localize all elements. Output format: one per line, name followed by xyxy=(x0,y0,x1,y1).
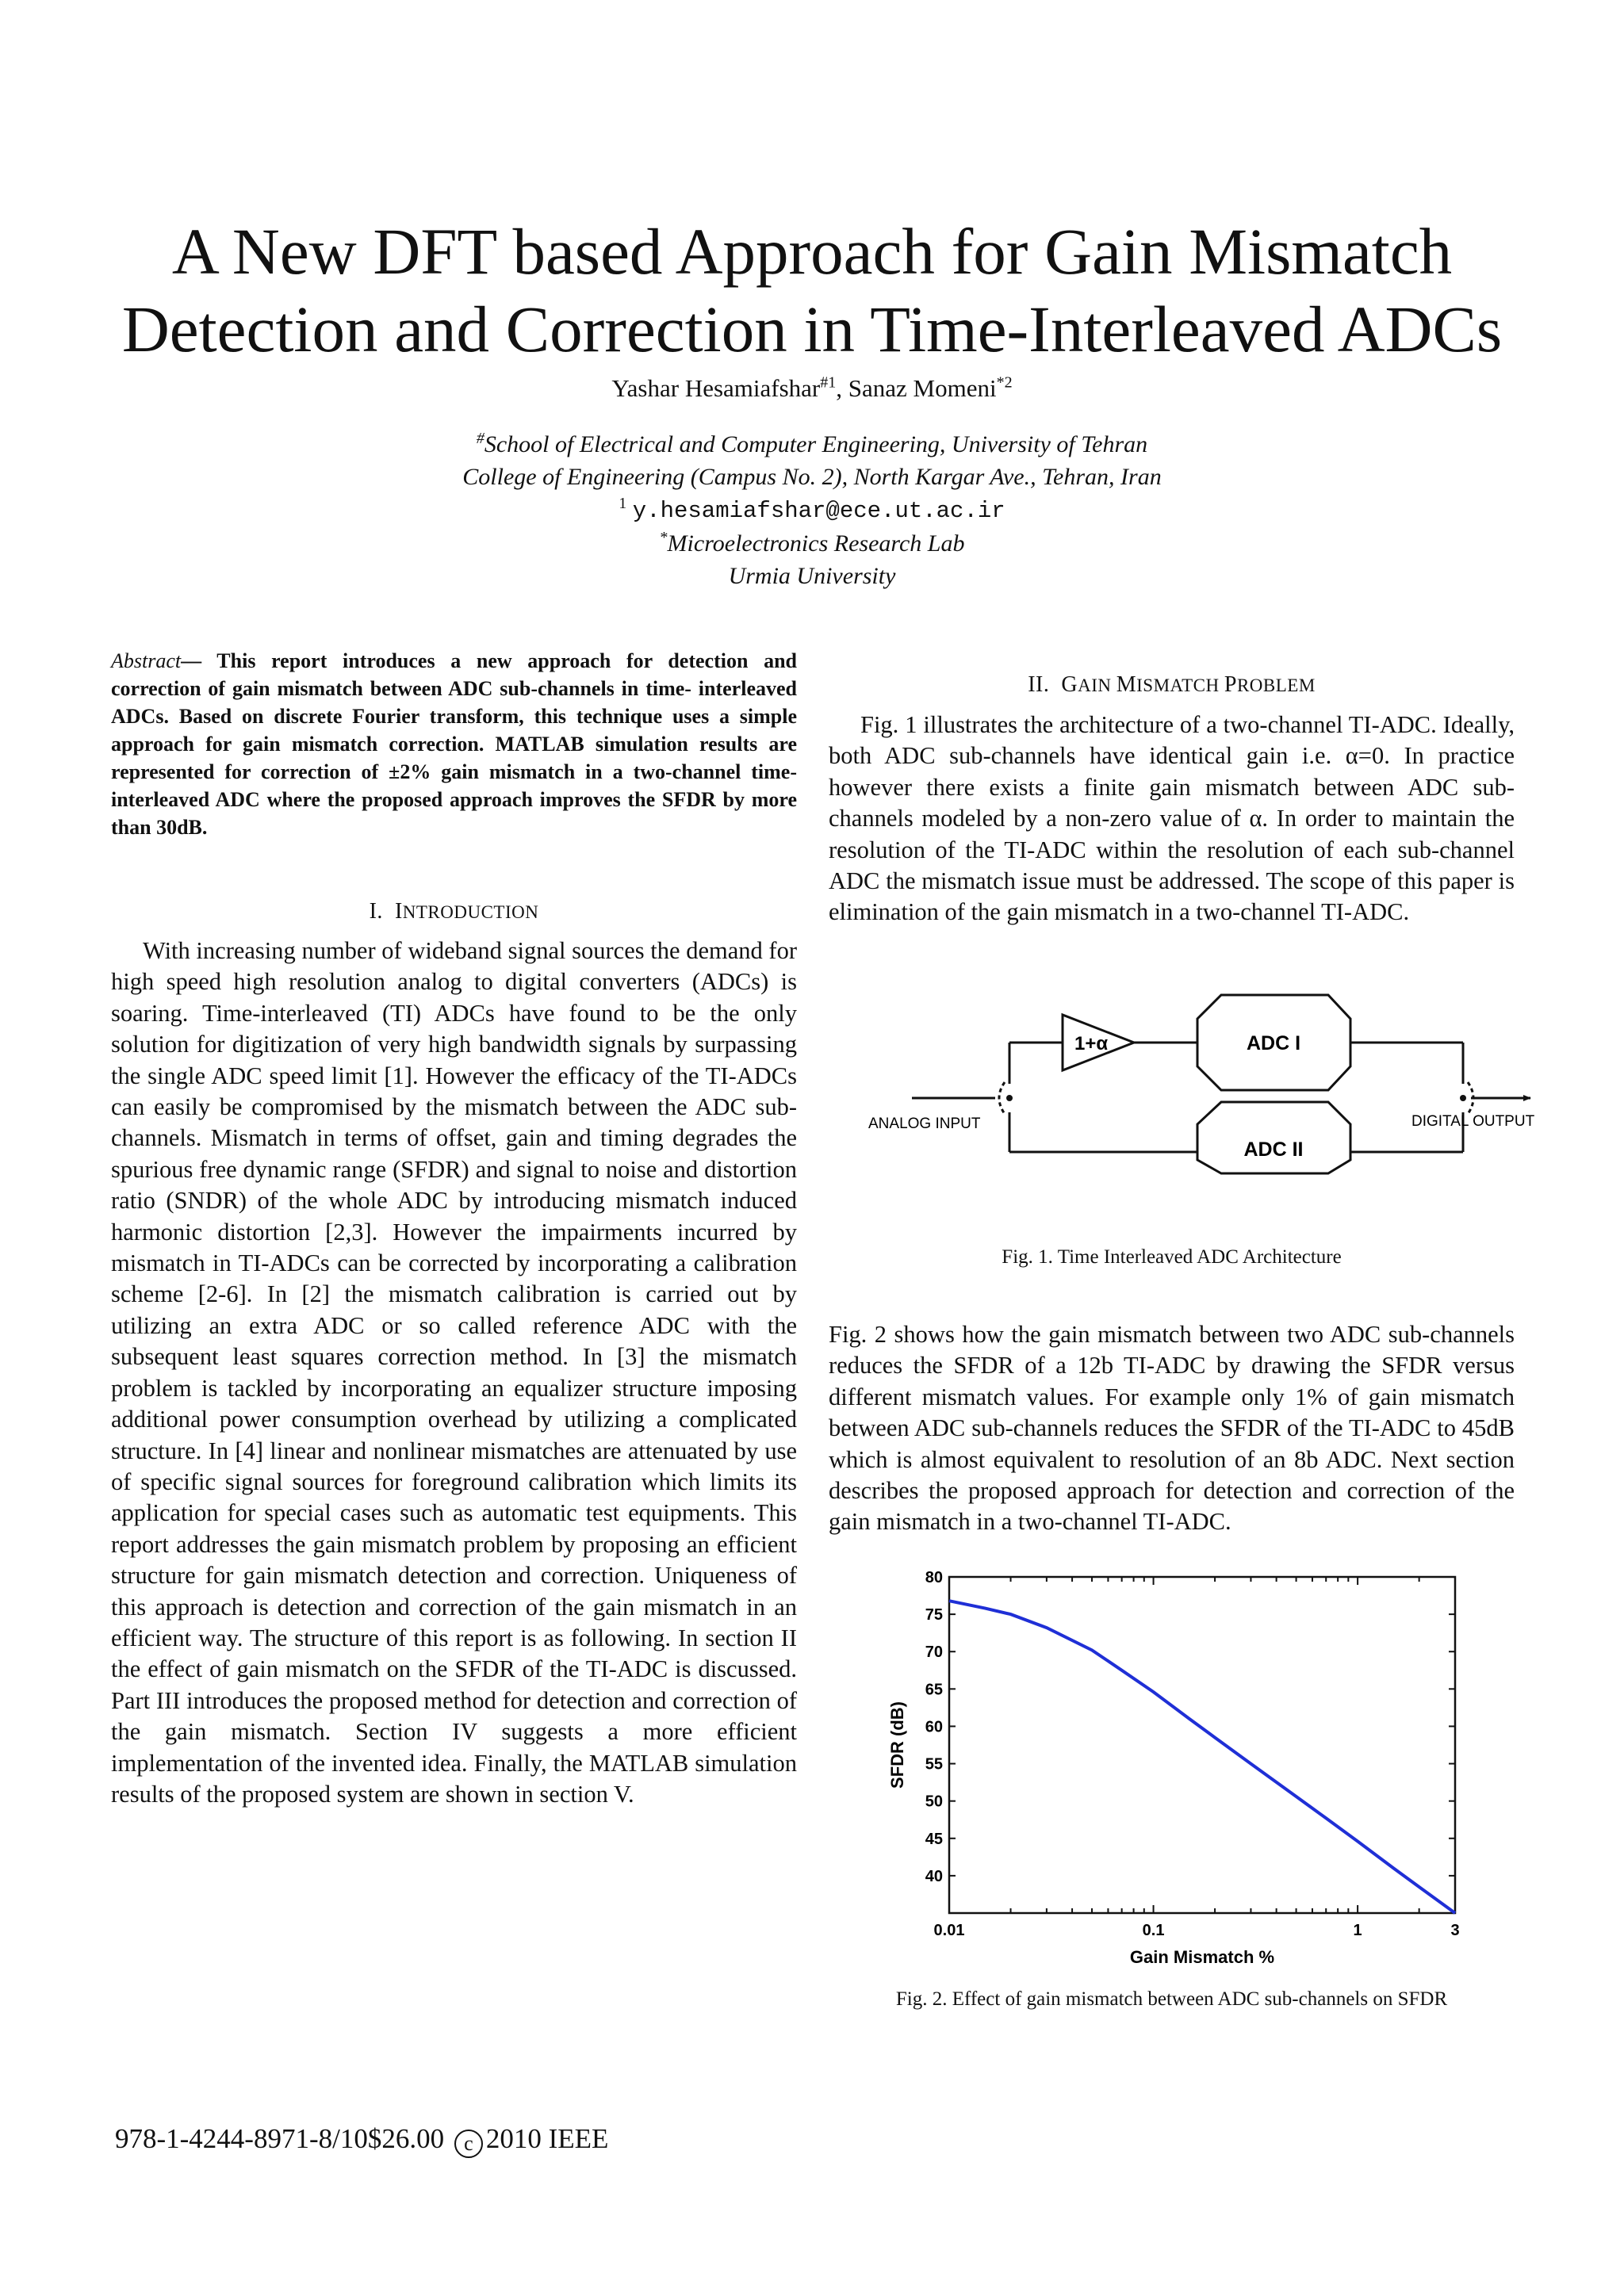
x-tick-label: 1 xyxy=(1353,1922,1362,1939)
x-tick-label: 0.01 xyxy=(933,1922,965,1939)
adc2-block xyxy=(1197,1102,1350,1173)
affil-1-line-2: College of Engineering (Campus No. 2), North Kargar Ave., Tehran, Iran xyxy=(462,464,1162,490)
gain-label: 1+α xyxy=(1074,1033,1109,1054)
author-1-mark: #1 xyxy=(820,373,837,392)
section-1-heading xyxy=(111,899,797,924)
output-switch-pivot xyxy=(1460,1095,1466,1101)
affil-1-line-1: School of Electrical and Computer Engineering, University of Tehran xyxy=(484,431,1148,457)
affil-2-mark: * xyxy=(659,529,668,546)
adc1-label: ADC I xyxy=(1246,1032,1301,1054)
y-tick-label: 75 xyxy=(925,1606,943,1624)
output-label: DIGITAL OUTPUT xyxy=(1411,1113,1535,1130)
y-tick-label: 40 xyxy=(925,1867,943,1885)
author-1: Yashar Hesamiafshar xyxy=(611,374,821,402)
y-tick-label: 45 xyxy=(925,1830,943,1848)
section-2-number: II. xyxy=(1028,672,1062,697)
section-1-initial: I xyxy=(394,899,403,924)
x-tick-label: 0.1 xyxy=(1142,1922,1165,1939)
affiliations xyxy=(0,428,1624,592)
title-line-2: Detection and Correction in Time-Interleaved ADCs xyxy=(121,293,1503,365)
section-2-initial-2: M xyxy=(1116,672,1137,697)
input-label: ANALOG INPUT xyxy=(868,1115,981,1132)
sfdr-series-line xyxy=(949,1601,1455,1913)
plot-frame xyxy=(949,1577,1455,1913)
paper-title xyxy=(0,212,1624,368)
section-2-word-2: ISMATCH xyxy=(1136,675,1224,695)
author-email[interactable]: y.hesamiafshar@ece.ut.ac.ir xyxy=(632,498,1005,524)
fig1-architecture-diagram xyxy=(860,987,1550,1177)
fig2-sfdr-chart xyxy=(884,1566,1503,1978)
footer-year: 2010 IEEE xyxy=(485,2123,609,2154)
author-2: Sanaz Momeni xyxy=(848,374,997,402)
fig2-caption: Fig. 2. Effect of gain mismatch between ADC sub-channels on SFDR xyxy=(895,1988,1448,2010)
section-2-initial-1: G xyxy=(1061,672,1078,697)
adc2-label: ADC II xyxy=(1243,1138,1304,1161)
section-2-word-1: AIN xyxy=(1078,675,1116,695)
footer-isbn: 978-1-4244-8971-8/10$26.00 xyxy=(115,2123,451,2154)
author-separator: , xyxy=(836,374,848,402)
section-2-paragraph-2: Fig. 2 shows how the gain mismatch between two ADC sub-channels reduces the SFDR of a 12b TI-ADC by drawing the SFDR versus different mismatch values. For example only 1% of gain mismatch between ADC sub-channels reduces the SFDR of the TI-ADC to 45dB which is almost equivalent to resolution of an 8b ADC. Next section describes the proposed approach for detection and correction of the gain mismatch in a two-channel TI-ADC. xyxy=(829,1321,1515,1536)
abstract-text: — This report introduces a new approach for detection and correction of gain mismatch between ADC sub-channels in time- interleaved ADCs. Based on discrete Fourier transform, this technique uses a simple approach for gain mismatch correction. MATLAB simulation results are represented for correction of ±2% gain mismatch in a two-channel time-interleaved ADC where the proposed approach improves the SFDR by more than 30dB. xyxy=(111,649,797,839)
copyright-icon: c xyxy=(454,2130,483,2158)
introduction-text: With increasing number of wideband signal sources the demand for high speed high resolution analog to digital converters (ADCs) is soaring. Time-interleaved (TI) ADCs have found to be the only solution for digitization of very high bandwidth signals by surpassing the single ADC speed limit [1]. However the efficacy of the TI-ADCs can easily be compromised by the mismatch between the ADC sub-channels. Mismatch in terms of offset, gain and timing degrades the spurious free dynamic range (SFDR) and signal to noise and distortion ratio (SNDR) of the whole ADC by introducing mismatch induced harmonic distortion [2,3]. However the impairments incurred by mismatch in TI-ADCs can be corrected by incorporating a calibration scheme [2-6]. In [2] the mismatch calibration is carried out by utilizing an extra ADC or so called reference ADC with the subsequent least squares correction method. In [3] the mismatch problem is tackled by incorporating an equalizer structure imposing additional power consumption overhead by utilizing a complicated structure. In [4] linear and nonlinear mismatches are attenuated by use of specific signal sources for foreground calibration which limits its application for special cases such as automatic test equipments. This report addresses the gain mismatch problem by proposing an efficient structure for gain mismatch detection and correction. Uniqueness of this approach is detection and correction of the gain mismatch in an efficient way. The structure of this report is as following. In section II the effect of gain mismatch on the SFDR of the TI-ADC is discussed. Part III introduces the proposed method for detection and correction of the gain mismatch. Section IV suggests a more efficient implementation of the invented idea. Finally, the MATLAB simulation results of the proposed system are shown in section V. xyxy=(111,937,797,1808)
x-axis-label: Gain Mismatch % xyxy=(1129,1947,1275,1967)
y-axis-label: SFDR (dB) xyxy=(887,1701,907,1789)
x-tick-label: 3 xyxy=(1450,1922,1460,1939)
copyright-footer xyxy=(115,2123,608,2158)
abstract xyxy=(111,647,797,841)
section-1-number: I. xyxy=(369,899,395,924)
author-2-mark: *2 xyxy=(996,373,1013,392)
author-line xyxy=(0,374,1624,403)
affil-2-line-1: Microelectronics Research Lab xyxy=(667,530,965,557)
email-mark: 1 xyxy=(619,495,627,512)
y-tick-label: 50 xyxy=(925,1793,943,1811)
section-2-paragraph-1: Fig. 1 illustrates the architecture of a two-channel TI-ADC. Ideally, both ADC sub-channels have identical gain i.e. α=0. In practice however there exists a finite gain mismatch between ADC sub-channels modeled by a non-zero value of α. In order to maintain the resolution of the TI-ADC within the resolution of each sub-channel ADC the mismatch issue must be addressed. The scope of this paper is elimination of the gain mismatch in a two-channel TI-ADC. xyxy=(829,711,1515,926)
input-switch-pivot xyxy=(1006,1095,1013,1101)
y-tick-label: 60 xyxy=(925,1718,943,1736)
y-tick-label: 80 xyxy=(925,1569,943,1586)
y-tick-label: 70 xyxy=(925,1644,943,1662)
section-2-word-3: ROBLEM xyxy=(1236,675,1316,695)
fig1-caption: Fig. 1. Time Interleaved ADC Architecture xyxy=(1002,1246,1342,1268)
abstract-label: Abstract xyxy=(111,649,182,672)
input-switch xyxy=(999,1082,1005,1114)
y-tick-label: 65 xyxy=(925,1681,943,1699)
section-2-initial-3: P xyxy=(1224,672,1237,697)
section-2-heading xyxy=(829,672,1515,698)
section-1-title: NTRODUCTION xyxy=(402,902,539,922)
title-line-1: A New DFT based Approach for Gain Mismatch xyxy=(171,215,1453,288)
y-tick-label: 55 xyxy=(925,1755,943,1774)
affil-2-line-2: Urmia University xyxy=(728,563,896,589)
affil-1-mark: # xyxy=(476,430,485,447)
